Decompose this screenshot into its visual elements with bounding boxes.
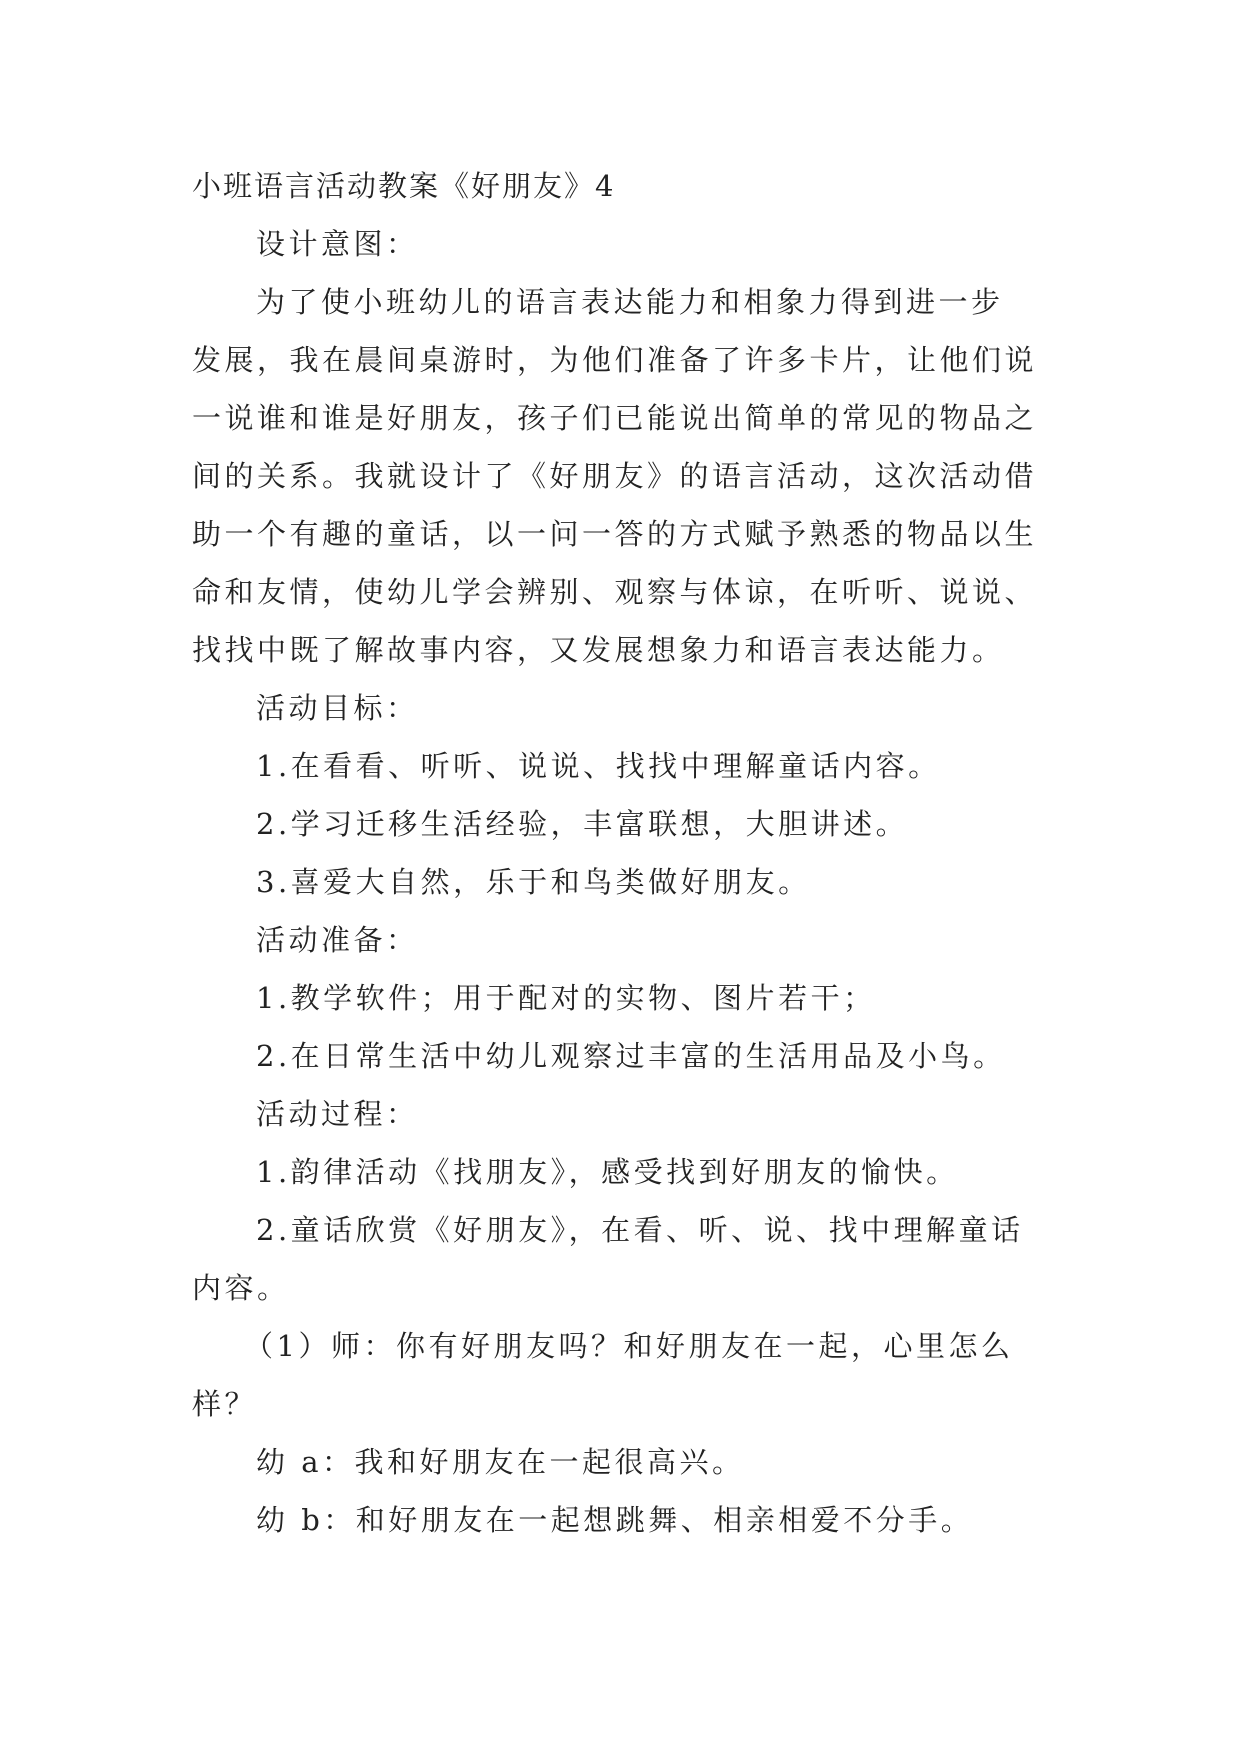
- paragraph-line: 助一个有趣的童话，以一问一答的方式赋予熟悉的物品以生: [192, 517, 1038, 551]
- list-item: 1.教学软件；用于配对的实物、图片若干；: [256, 981, 876, 1015]
- paragraph-line: 样？: [192, 1387, 258, 1421]
- paragraph-line: 为了使小班幼儿的语言表达能力和相象力得到进一步: [256, 285, 1004, 319]
- list-item: 2.童话欣赏《好朋友》，在看、听、说、找中理解童话: [256, 1213, 1024, 1247]
- list-item: 2.在日常生活中幼儿观察过丰富的生活用品及小鸟。: [256, 1039, 1006, 1073]
- heading-design-intent: 设计意图：: [256, 227, 419, 261]
- list-item: 1.在看看、听听、说说、找找中理解童话内容。: [256, 749, 941, 783]
- list-item: 1.韵律活动《找朋友》，感受找到好朋友的愉快。: [256, 1155, 959, 1189]
- heading-activity-process: 活动过程：: [256, 1097, 419, 1131]
- heading-activity-preparation: 活动准备：: [256, 923, 419, 957]
- document-title: 小班语言活动教案《好朋友》4: [192, 169, 616, 203]
- heading-activity-goals: 活动目标：: [256, 691, 419, 725]
- paragraph-line: 命和友情，使幼儿学会辨别、观察与体谅，在听听、说说、: [192, 575, 1038, 609]
- dialogue-line: 幼 b：和好朋友在一起想跳舞、相亲相爱不分手。: [256, 1503, 974, 1537]
- dialogue-line: 幼 a：我和好朋友在一起很高兴。: [256, 1445, 745, 1479]
- paragraph-line: 间的关系。我就设计了《好朋友》的语言活动，这次活动借: [192, 459, 1038, 493]
- dialogue-line: （1）师：你有好朋友吗？和好朋友在一起，心里怎么: [244, 1329, 1014, 1363]
- list-item: 3.喜爱大自然，乐于和鸟类做好朋友。: [256, 865, 811, 899]
- paragraph-line: 内容。: [192, 1271, 290, 1305]
- paragraph-line: 一说谁和谁是好朋友，孩子们已能说出简单的常见的物品之: [192, 401, 1038, 435]
- list-item: 2.学习迁移生活经验，丰富联想，大胆讲述。: [256, 807, 909, 841]
- paragraph-line: 找找中既了解故事内容，又发展想象力和语言表达能力。: [192, 633, 1005, 667]
- paragraph-line: 发展，我在晨间桌游时，为他们准备了许多卡片，让他们说: [192, 343, 1038, 377]
